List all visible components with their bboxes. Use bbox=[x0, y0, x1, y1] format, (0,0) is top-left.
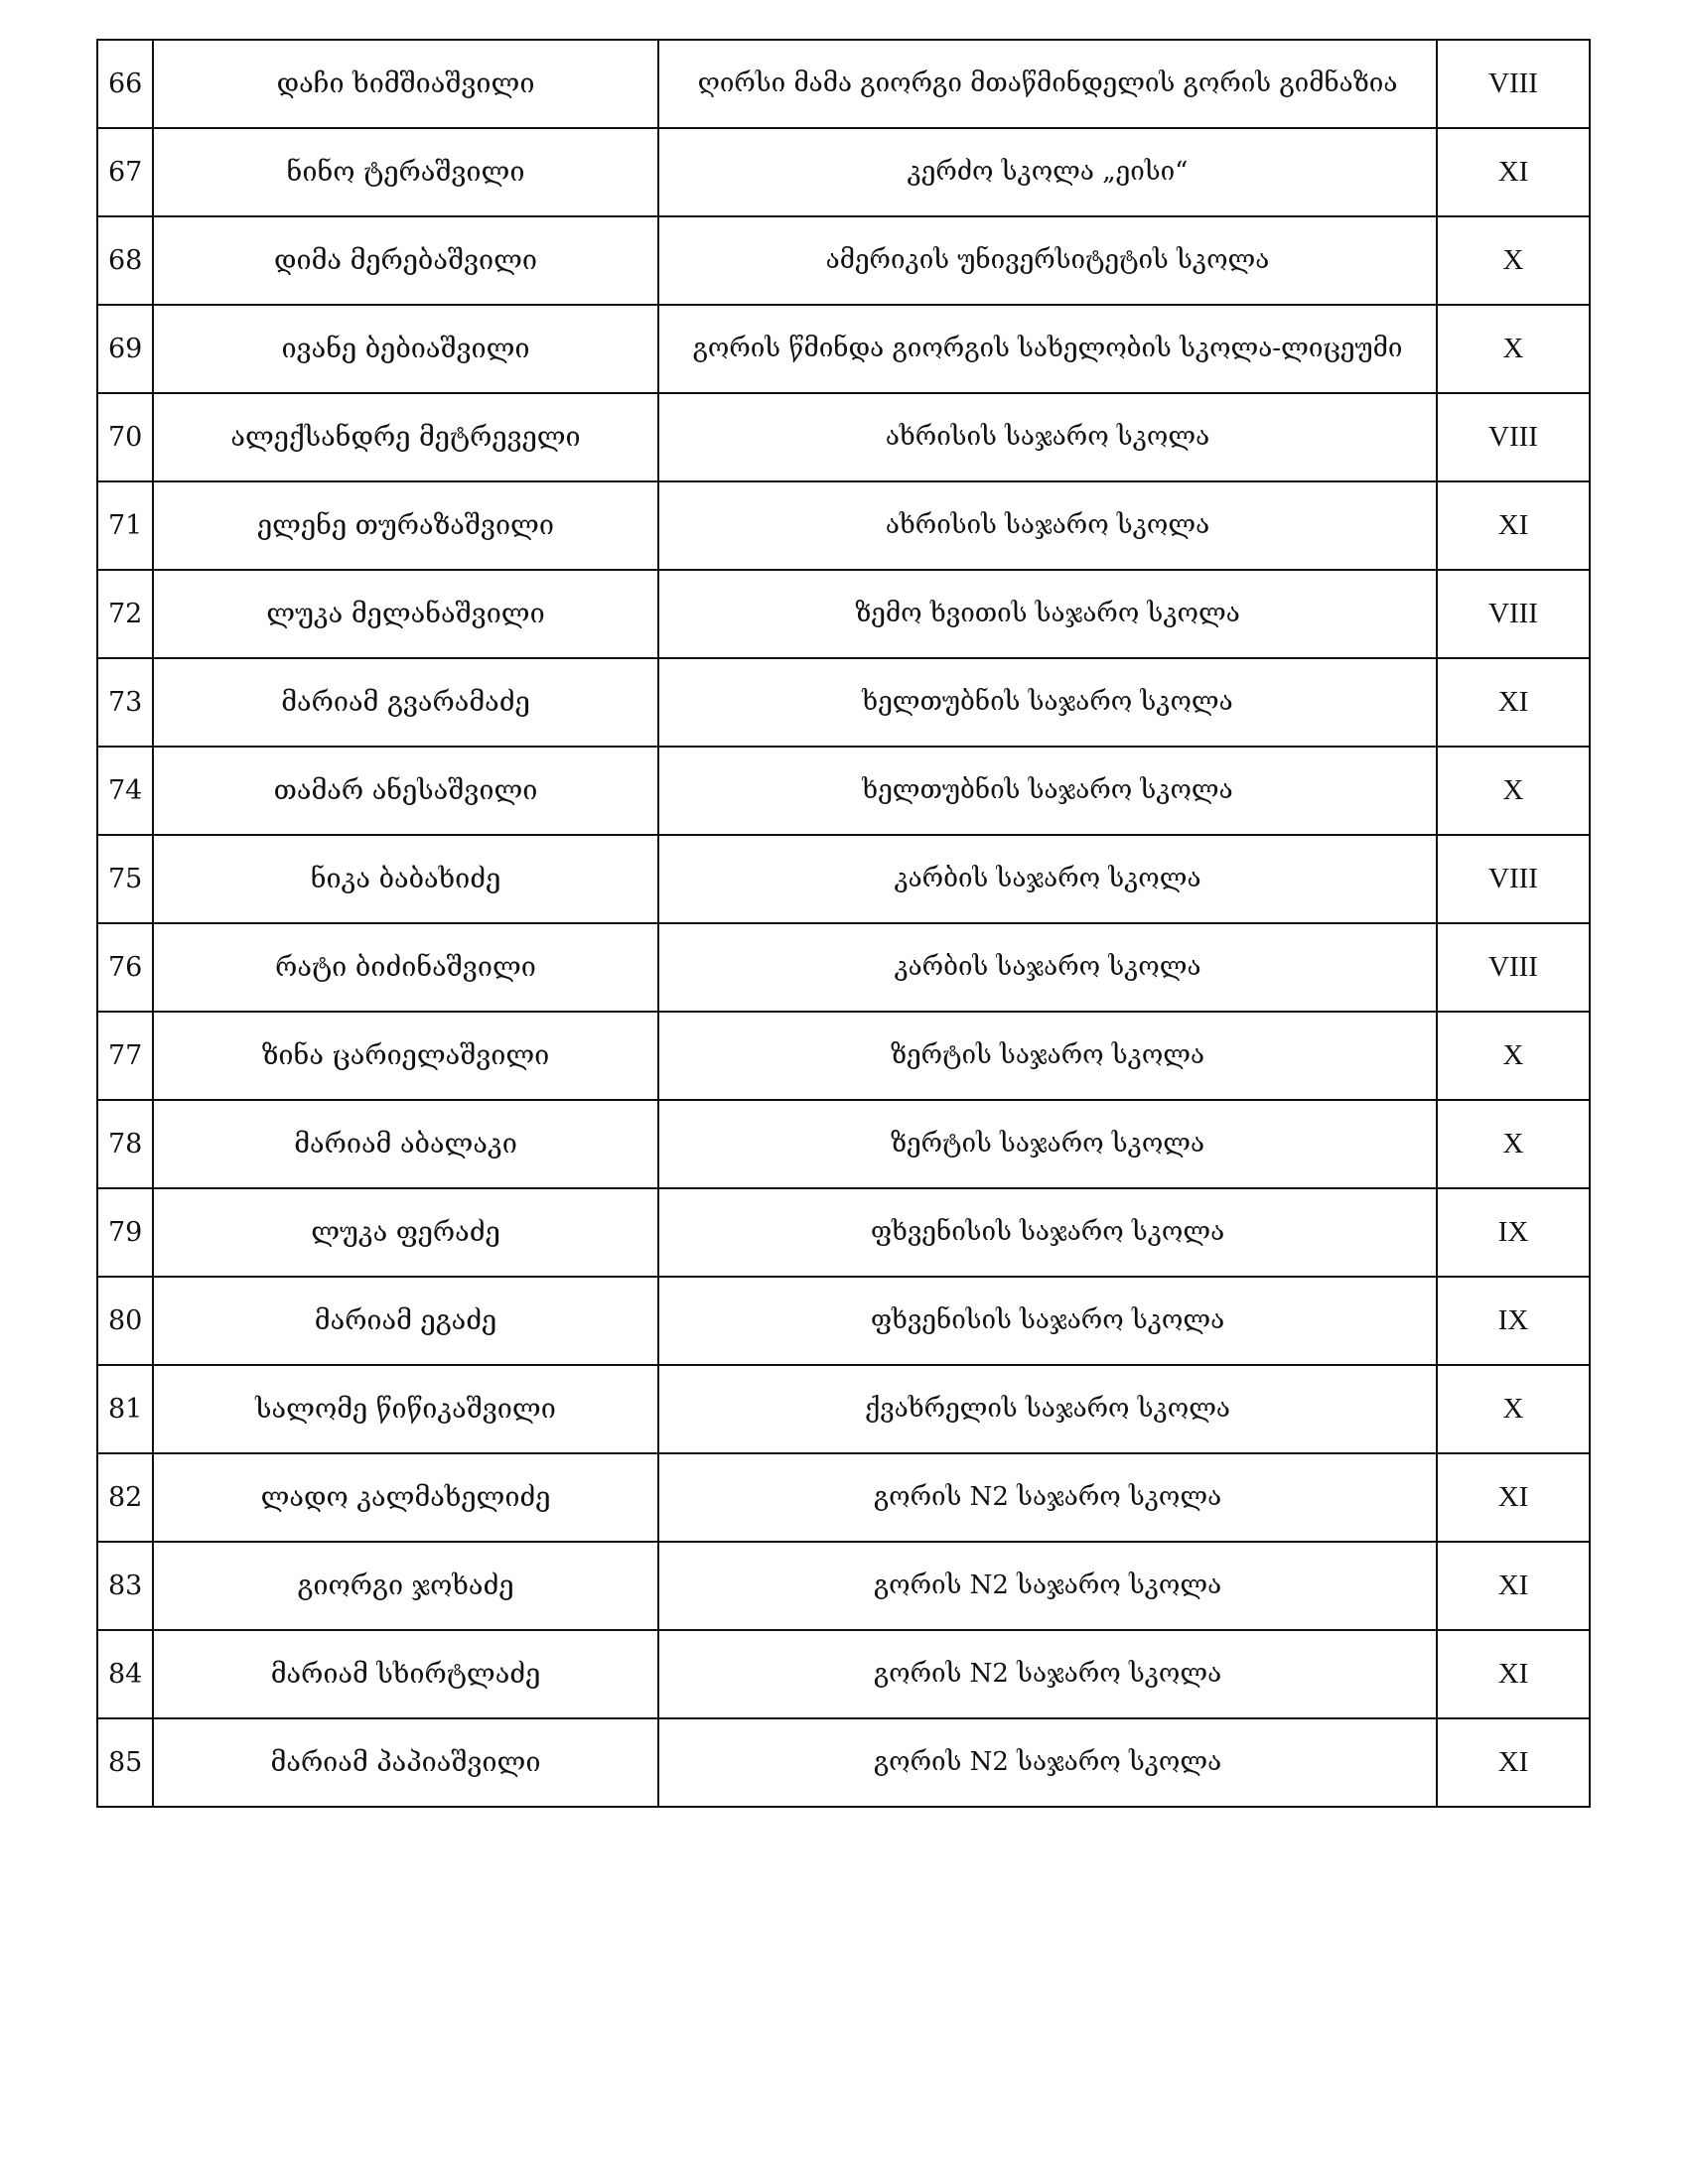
row-number: 76 bbox=[97, 923, 153, 1012]
grade-level: XI bbox=[1437, 1718, 1590, 1807]
participant-name: ალექსანდრე მეტრეველი bbox=[153, 393, 658, 481]
participant-name: მარიამ გვარამაძე bbox=[153, 658, 658, 747]
school-name: ახრისის საჯარო სკოლა bbox=[658, 481, 1437, 570]
grade-level: X bbox=[1437, 305, 1590, 393]
participant-name: დაჩი ხიმშიაშვილი bbox=[153, 40, 658, 128]
participant-name: ზინა ცარიელაშვილი bbox=[153, 1012, 658, 1100]
grade-level: XI bbox=[1437, 1453, 1590, 1542]
row-number: 84 bbox=[97, 1630, 153, 1718]
row-number: 69 bbox=[97, 305, 153, 393]
school-name: ფხვენისის საჯარო სკოლა bbox=[658, 1188, 1437, 1277]
table-row bbox=[97, 40, 1590, 128]
table-row bbox=[97, 1453, 1590, 1542]
table-row bbox=[97, 658, 1590, 747]
table-row bbox=[97, 835, 1590, 923]
school-name: ხელთუბნის საჯარო სკოლა bbox=[658, 747, 1437, 835]
school-name: კარბის საჯარო სკოლა bbox=[658, 835, 1437, 923]
grade-level: X bbox=[1437, 1100, 1590, 1188]
row-number: 71 bbox=[97, 481, 153, 570]
grade-level: VIII bbox=[1437, 570, 1590, 658]
participant-name: ივანე ბებიაშვილი bbox=[153, 305, 658, 393]
school-name: ფხვენისის საჯარო სკოლა bbox=[658, 1277, 1437, 1365]
participant-name: დიმა მერებაშვილი bbox=[153, 216, 658, 305]
grade-level: XI bbox=[1437, 481, 1590, 570]
grade-level: XI bbox=[1437, 128, 1590, 216]
row-number: 72 bbox=[97, 570, 153, 658]
table-row bbox=[97, 481, 1590, 570]
table-row bbox=[97, 1718, 1590, 1807]
school-name: ზერტის საჯარო სკოლა bbox=[658, 1012, 1437, 1100]
row-number: 83 bbox=[97, 1542, 153, 1630]
grade-level: X bbox=[1437, 1012, 1590, 1100]
school-name: გორის N2 საჯარო სკოლა bbox=[658, 1630, 1437, 1718]
school-name: ზემო ხვითის საჯარო სკოლა bbox=[658, 570, 1437, 658]
row-number: 80 bbox=[97, 1277, 153, 1365]
table-row bbox=[97, 923, 1590, 1012]
row-number: 82 bbox=[97, 1453, 153, 1542]
row-number: 70 bbox=[97, 393, 153, 481]
row-number: 75 bbox=[97, 835, 153, 923]
row-number: 85 bbox=[97, 1718, 153, 1807]
row-number: 67 bbox=[97, 128, 153, 216]
row-number: 77 bbox=[97, 1012, 153, 1100]
table-row bbox=[97, 1542, 1590, 1630]
table-row bbox=[97, 128, 1590, 216]
grade-level: X bbox=[1437, 747, 1590, 835]
school-name: გორის N2 საჯარო სკოლა bbox=[658, 1718, 1437, 1807]
school-name: გორის N2 საჯარო სკოლა bbox=[658, 1453, 1437, 1542]
table-row bbox=[97, 1100, 1590, 1188]
row-number: 79 bbox=[97, 1188, 153, 1277]
participant-name: გიორგი ჯოხაძე bbox=[153, 1542, 658, 1630]
participant-name: მარიამ სხირტლაძე bbox=[153, 1630, 658, 1718]
school-name: ხელთუბნის საჯარო სკოლა bbox=[658, 658, 1437, 747]
row-number: 74 bbox=[97, 747, 153, 835]
row-number: 78 bbox=[97, 1100, 153, 1188]
participant-name: მარიამ პაპიაშვილი bbox=[153, 1718, 658, 1807]
table-row bbox=[97, 1277, 1590, 1365]
grade-level: XI bbox=[1437, 1542, 1590, 1630]
participant-name: მარიამ აბალაკი bbox=[153, 1100, 658, 1188]
table-row bbox=[97, 216, 1590, 305]
participant-name: ელენე თურაზაშვილი bbox=[153, 481, 658, 570]
school-name: გორის წმინდა გიორგის სახელობის სკოლა-ლიცეუმი bbox=[658, 305, 1437, 393]
participant-name: ნიკა ბაბახიძე bbox=[153, 835, 658, 923]
table-row bbox=[97, 1188, 1590, 1277]
grade-level: XI bbox=[1437, 658, 1590, 747]
grade-level: X bbox=[1437, 1365, 1590, 1453]
table-row bbox=[97, 393, 1590, 481]
grade-level: VIII bbox=[1437, 835, 1590, 923]
grade-level: VIII bbox=[1437, 393, 1590, 481]
row-number: 73 bbox=[97, 658, 153, 747]
participant-name: ლუკა მელანაშვილი bbox=[153, 570, 658, 658]
row-number: 68 bbox=[97, 216, 153, 305]
school-name: კერძო სკოლა „ეისი“ bbox=[658, 128, 1437, 216]
grade-level: X bbox=[1437, 216, 1590, 305]
grade-level: VIII bbox=[1437, 40, 1590, 128]
row-number: 81 bbox=[97, 1365, 153, 1453]
school-name: ღირსი მამა გიორგი მთაწმინდელის გორის გიმნაზია bbox=[658, 40, 1437, 128]
school-name: ქვახრელის საჯარო სკოლა bbox=[658, 1365, 1437, 1453]
school-name: ამერიკის უნივერსიტეტის სკოლა bbox=[658, 216, 1437, 305]
table-row bbox=[97, 1630, 1590, 1718]
participant-name: მარიამ ეგაძე bbox=[153, 1277, 658, 1365]
participant-name: სალომე წიწიკაშვილი bbox=[153, 1365, 658, 1453]
table-row bbox=[97, 1012, 1590, 1100]
grade-level: IX bbox=[1437, 1277, 1590, 1365]
participant-name: რატი ბიძინაშვილი bbox=[153, 923, 658, 1012]
table-row bbox=[97, 570, 1590, 658]
grade-level: IX bbox=[1437, 1188, 1590, 1277]
participant-name: ლადო კალმახელიძე bbox=[153, 1453, 658, 1542]
participants-table bbox=[96, 39, 1591, 1808]
table-row bbox=[97, 1365, 1590, 1453]
grade-level: VIII bbox=[1437, 923, 1590, 1012]
school-name: გორის N2 საჯარო სკოლა bbox=[658, 1542, 1437, 1630]
school-name: ზერტის საჯარო სკოლა bbox=[658, 1100, 1437, 1188]
participant-name: ნინო ტერაშვილი bbox=[153, 128, 658, 216]
participant-name: თამარ ანესაშვილი bbox=[153, 747, 658, 835]
participant-name: ლუკა ფერაძე bbox=[153, 1188, 658, 1277]
school-name: კარბის საჯარო სკოლა bbox=[658, 923, 1437, 1012]
table-row bbox=[97, 747, 1590, 835]
table-row bbox=[97, 305, 1590, 393]
school-name: ახრისის საჯარო სკოლა bbox=[658, 393, 1437, 481]
row-number: 66 bbox=[97, 40, 153, 128]
participants-table-body bbox=[97, 40, 1590, 1807]
grade-level: XI bbox=[1437, 1630, 1590, 1718]
